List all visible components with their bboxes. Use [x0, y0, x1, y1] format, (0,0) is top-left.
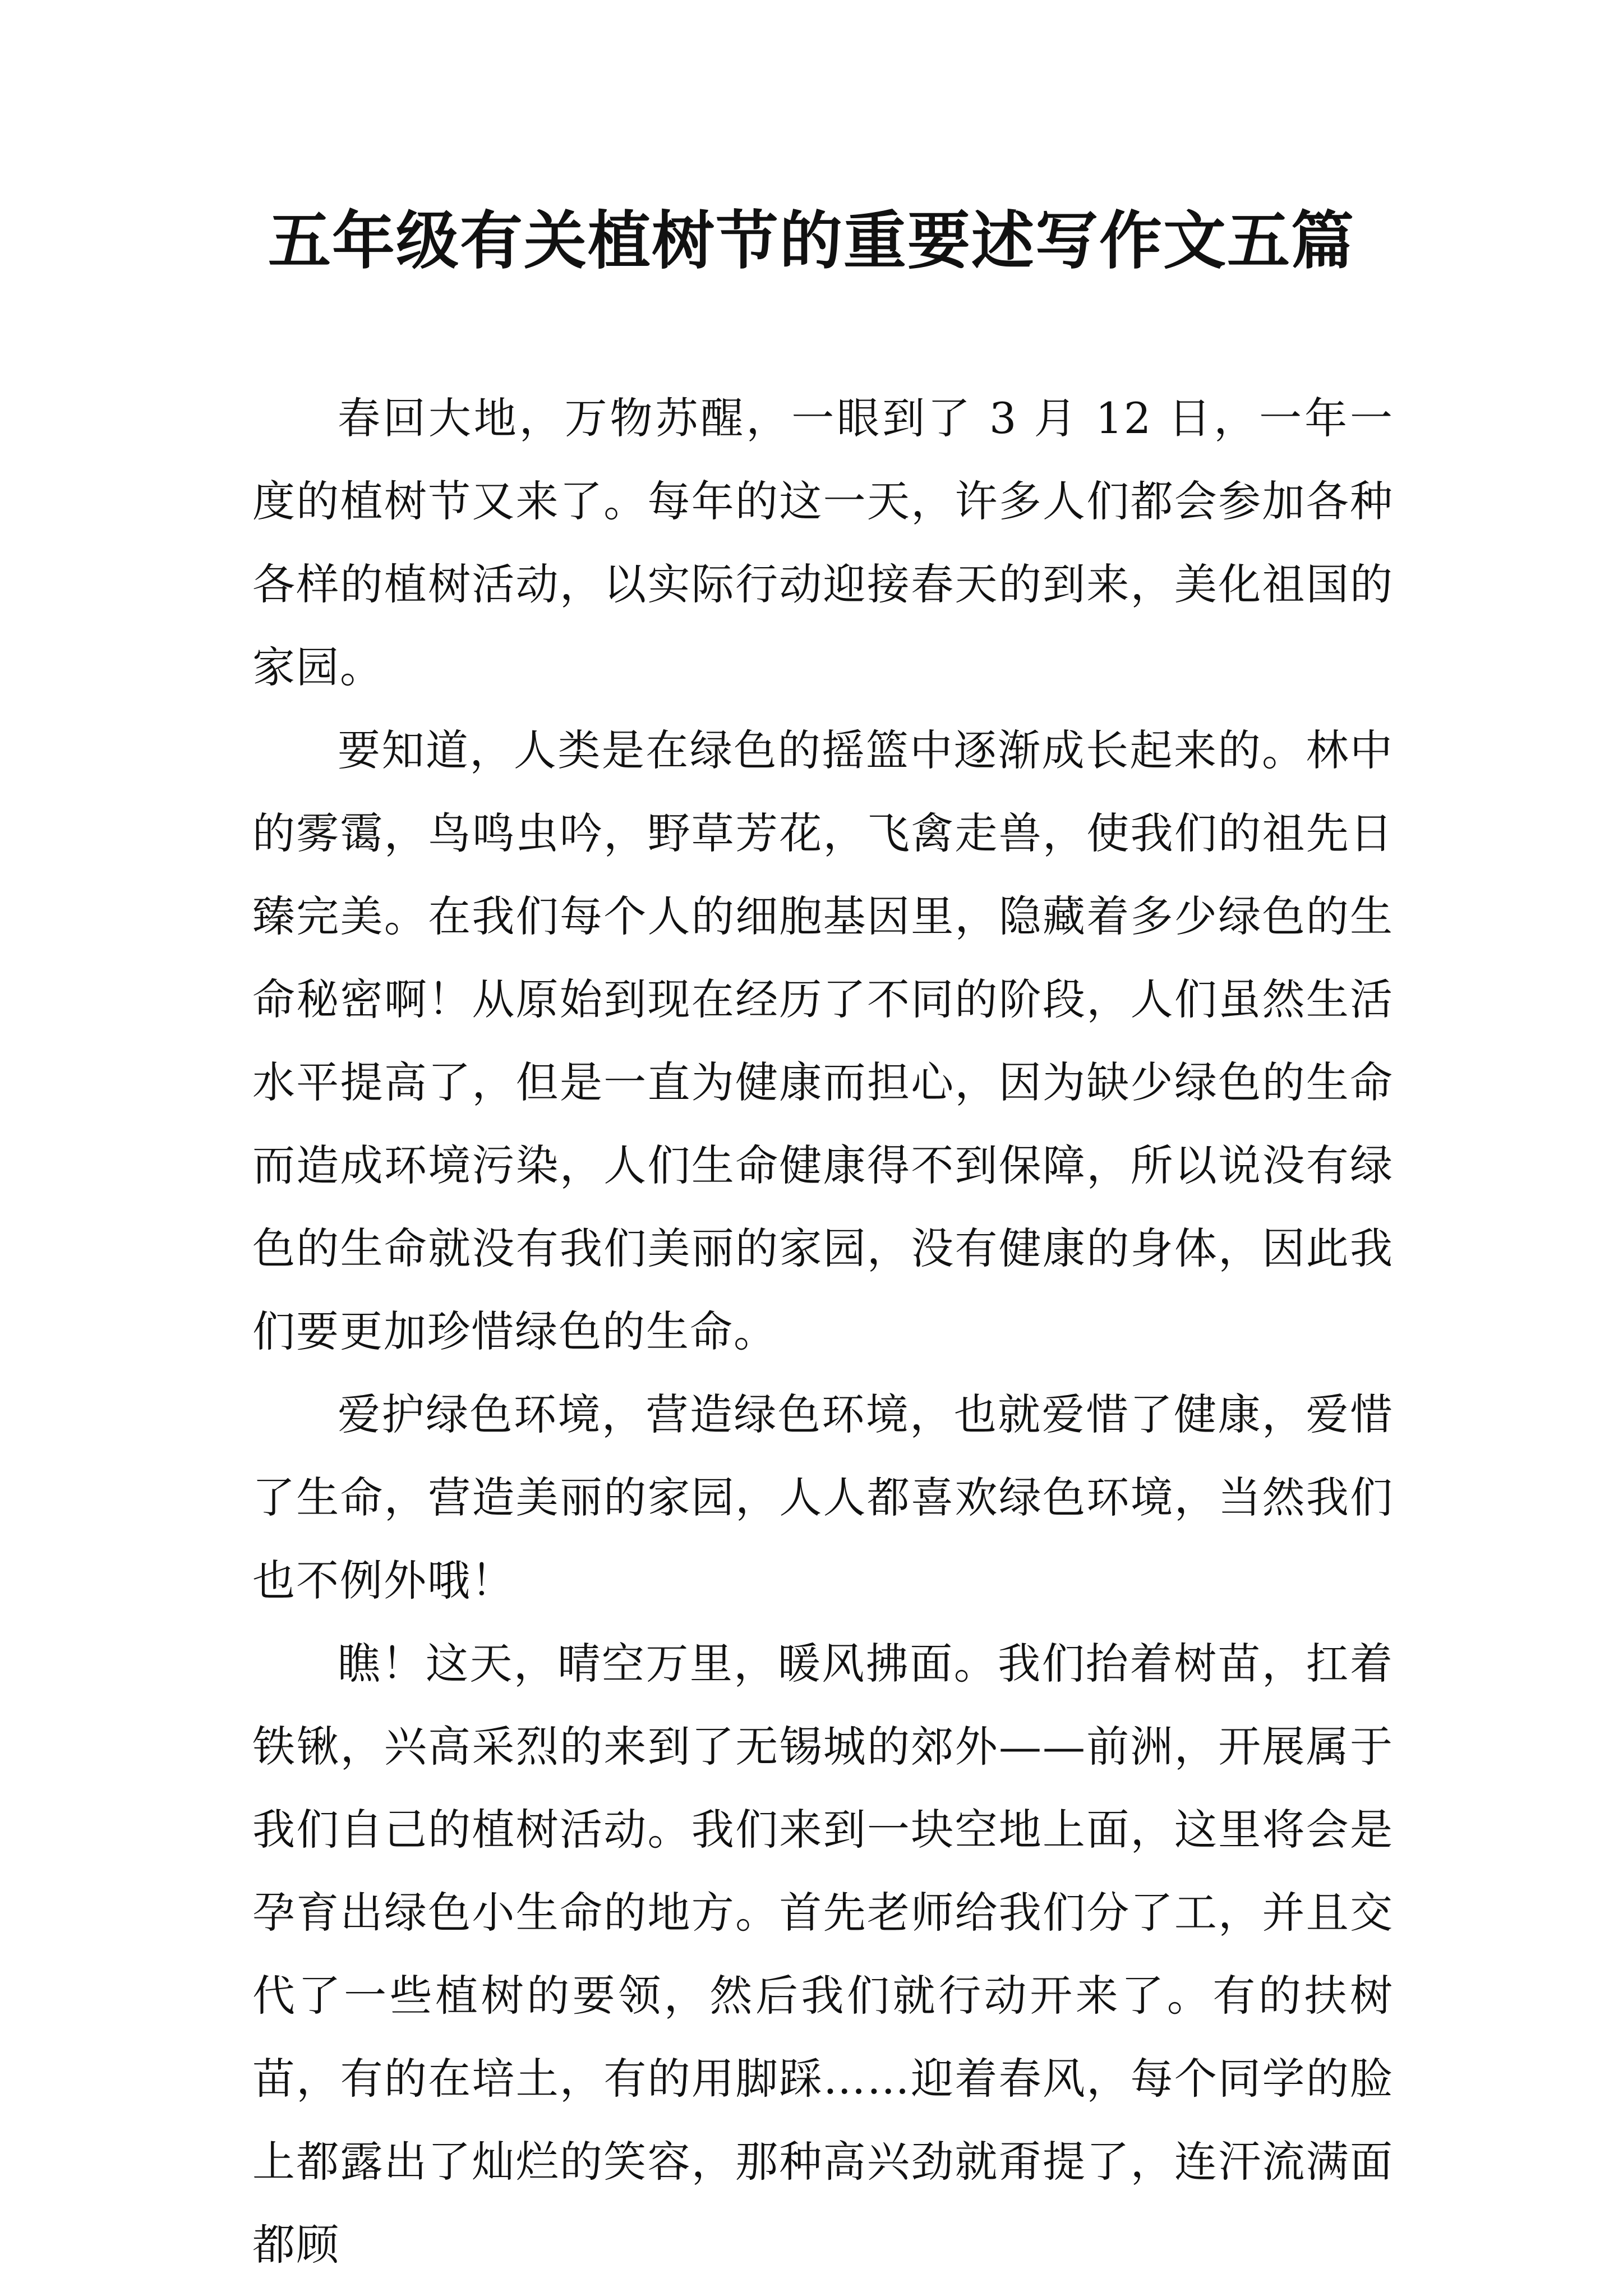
- document-title: 五年级有关植树节的重要述写作文五篇: [268, 204, 1355, 278]
- paragraph-4: 瞧！这天，晴空万里，暖风拂面。我们抬着树苗，扛着铁锹，兴高采烈的来到了无锡城的郊外——前洲，开展属于我们自己的植树活动。我们来到一块空地上面，这里将会是孕育出绿色小生命的地方。首先老师给我们分了工，并且交代了一些植树的要领，然后我们就行动开来了。有的扶树苗，有的在培土，有的用脚踩……迎着春风，每个同学的脸上都露出了灿烂的笑容，那种高兴劲就甭提了，连汗流满面都顾: [252, 1639, 1394, 2270]
- paragraph-1: 春回大地，万物苏醒，一眼到了 3 月 12 日，一年一度的植树节又来了。每年的这一天，许多人们都会参加各种各样的植树活动，以实际行动迎接春天的到来，美化祖国的家园。: [252, 393, 1394, 692]
- document-body: [252, 377, 1394, 2286]
- paragraph-2: 要知道，人类是在绿色的摇篮中逐渐成长起来的。林中的雾霭，鸟鸣虫吟，野草芳花，飞禽走兽，使我们的祖先日臻完美。在我们每个人的细胞基因里，隐藏着多少绿色的生命秘密啊！从原始到现在经历了不同的阶段，人们虽然生活水平提高了，但是一直为健康而担心，因为缺少绿色的生命而造成环境污染，人们生命健康得不到保障，所以说没有绿色的生命就没有我们美丽的家园，没有健康的身体，因此我们要更加珍惜绿色的生命。: [252, 725, 1394, 1356]
- paragraph-3: 爱护绿色环境，营造绿色环境，也就爱惜了健康，爱惜了生命，营造美丽的家园，人人都喜欢绿色环境，当然我们也不例外哦！: [252, 1389, 1394, 1605]
